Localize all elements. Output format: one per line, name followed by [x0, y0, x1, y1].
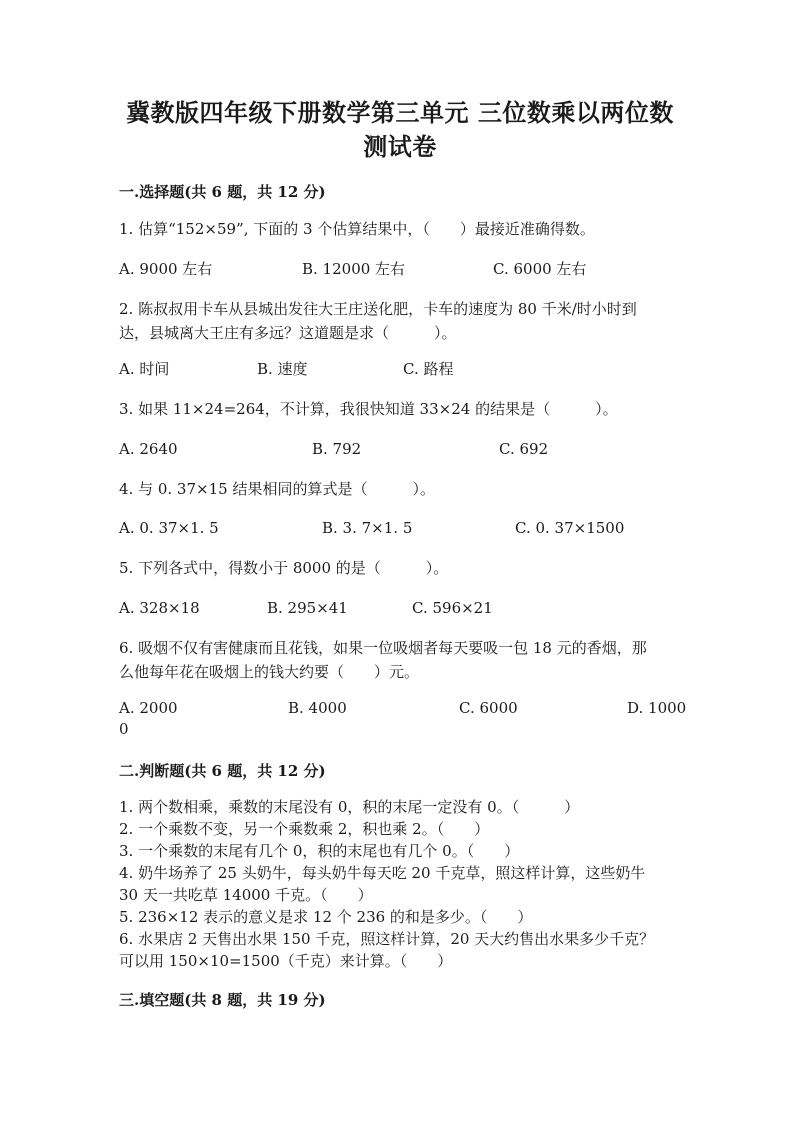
judge-line: 2. 一个乘数不变，另一个乘数乘 2，积也乘 2。（ ）	[119, 820, 490, 838]
question-2-options	[119, 357, 689, 381]
option-c[interactable]: C. 0. 37×1500	[515, 519, 625, 537]
judge-line: 可以用 150×10=1500（千克）来计算。（ ）	[119, 952, 453, 970]
section-heading-judge: 二.判断题(共 6 题，共 12 分)	[119, 762, 326, 780]
option-a[interactable]: A. 2640	[119, 440, 178, 458]
option-b[interactable]: B. 12000 左右	[302, 260, 406, 278]
option-a[interactable]: A. 2000	[119, 699, 178, 717]
question-6-option-overflow: 0	[119, 720, 129, 738]
question-3-options	[119, 437, 689, 461]
option-c[interactable]: C. 692	[499, 440, 549, 458]
question-line: 1. 估算“152×59”, 下面的 3 个估算结果中，（ ）最接近准确得数。	[119, 220, 595, 238]
question-3	[119, 397, 679, 421]
option-b[interactable]: B. 295×41	[267, 599, 348, 617]
question-line: 4. 与 0. 37×15 结果相同的算式是（ ）。	[119, 480, 435, 498]
option-d[interactable]: D. 1000	[627, 699, 687, 717]
question-1-options	[119, 257, 689, 281]
option-b[interactable]: B. 3. 7×1. 5	[322, 519, 413, 537]
option-a[interactable]: A. 时间	[119, 360, 170, 378]
judge-line: 30 天一共吃草 14000 千克。（ ）	[119, 886, 373, 904]
option-c[interactable]: C. 6000 左右	[493, 260, 587, 278]
question-line: 达，县城离大王庄有多远？这道题是求（ ）。	[119, 324, 457, 342]
question-line: 6. 吸烟不仅有害健康而且花钱，如果一位吸烟者每天要吸一包 18 元的香烟，那	[119, 639, 647, 657]
page-title	[100, 96, 700, 164]
question-line: 5. 下列各式中，得数小于 8000 的是（ ）。	[119, 559, 449, 577]
judge-line: 5. 236×12 表示的意义是求 12 个 236 的和是多少。（ ）	[119, 908, 533, 926]
question-1	[119, 217, 679, 241]
judge-line: 1. 两个数相乘，乘数的末尾没有 0，积的末尾一定没有 0。（ ）	[119, 798, 580, 816]
option-c[interactable]: C. 路程	[403, 360, 454, 378]
title-line-2: 测试卷	[363, 132, 437, 161]
section-heading-fill: 三.填空题(共 8 题，共 19 分)	[119, 991, 326, 1009]
judge-line: 3. 一个乘数的末尾有几个 0，积的末尾也有几个 0。（ ）	[119, 842, 520, 860]
question-4-options	[119, 516, 689, 540]
question-4	[119, 477, 679, 501]
judge-line: 4. 奶牛场养了 25 头奶牛，每头奶牛每天吃 20 千克草，照这样计算，这些奶牛	[119, 864, 646, 882]
option-a[interactable]: A. 9000 左右	[119, 260, 213, 278]
judge-line: 6. 水果店 2 天售出水果 150 千克，照这样计算，20 天大约售出水果多少千克？	[119, 930, 655, 948]
question-6	[119, 636, 679, 684]
question-5-options	[119, 596, 689, 620]
option-b[interactable]: B. 速度	[257, 360, 308, 378]
question-5	[119, 556, 679, 580]
question-line: 么他每年花在吸烟上的钱大约要（ ）元。	[119, 663, 420, 681]
question-line: 3. 如果 11×24=264，不计算，我很快知道 33×24 的结果是（ ）。	[119, 400, 618, 418]
option-b[interactable]: B. 792	[312, 440, 362, 458]
option-a[interactable]: A. 0. 37×1. 5	[119, 519, 219, 537]
option-c[interactable]: C. 596×21	[412, 599, 493, 617]
section-heading-choice: 一.选择题(共 6 题，共 12 分)	[119, 183, 326, 201]
question-line: 2. 陈叔叔用卡车从县城出发往大王庄送化肥，卡车的速度为 80 千米/时小时到	[119, 300, 637, 318]
option-c[interactable]: C. 6000	[459, 699, 518, 717]
option-a[interactable]: A. 328×18	[119, 599, 200, 617]
option-b[interactable]: B. 4000	[288, 699, 347, 717]
title-line-1: 冀教版四年级下册数学第三单元 三位数乘以两位数	[126, 98, 674, 127]
question-2	[119, 297, 679, 345]
